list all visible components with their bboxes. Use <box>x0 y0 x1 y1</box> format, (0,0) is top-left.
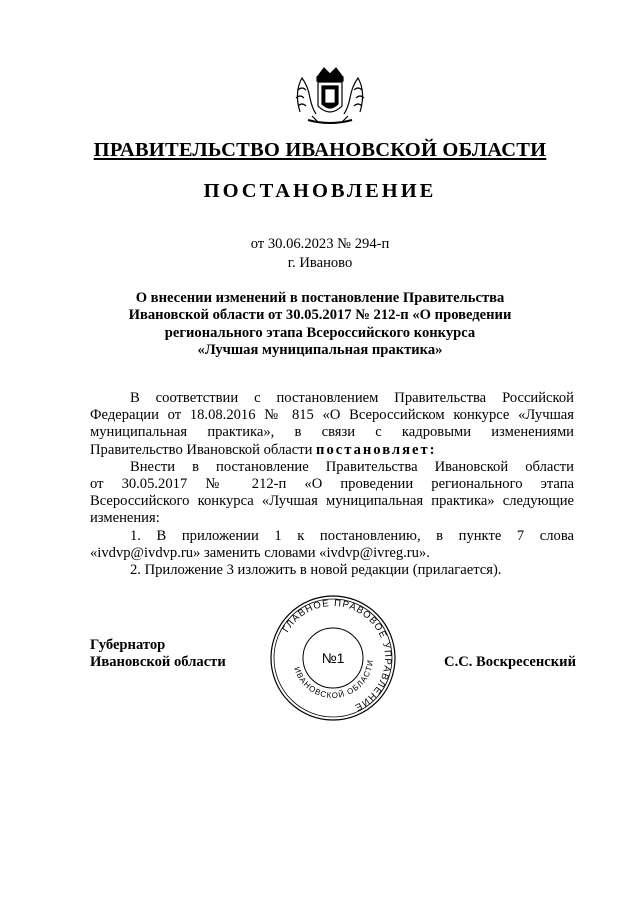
document-type-title: ПОСТАНОВЛЕНИЕ <box>203 180 437 202</box>
document-date-number: от 30.06.2023 № 294-п <box>250 236 390 252</box>
signatory-title-line: Ивановской области <box>90 654 226 671</box>
body-line: В соответствии с постановлением Правительства Российской <box>130 390 574 406</box>
body-line: Внести в постановление Правительства Ивановской области <box>130 458 574 475</box>
document-body <box>90 390 574 579</box>
signatory-name: С.С. Воскресенский <box>444 654 576 670</box>
government-title: ПРАВИТЕЛЬСТВО ИВАНОВСКОЙ ОБЛАСТИ <box>93 139 547 161</box>
stamp-outer-text: ГЛАВНОЕ ПРАВОВОЕ УПРАВЛЕНИЕ <box>280 597 394 714</box>
body-line: «ivdvp@ivdvp.ru» заменить словами «ivdvp@ivreg.ru». <box>90 544 430 561</box>
subject-line: О внесении изменений в постановление Правительства <box>135 290 505 306</box>
subject-line: «Лучшая муниципальная практика» <box>197 341 443 358</box>
body-line: изменения: <box>90 510 160 527</box>
stamp-number: №1 <box>321 650 345 666</box>
decree-word: постановляет: <box>316 441 437 458</box>
signatory-title <box>90 637 226 672</box>
document-subject <box>100 290 540 359</box>
stamp-inner-text: ИВАНОВСКОЙ ОБЛАСТИ <box>292 658 376 701</box>
body-line: Всероссийского конкурса «Лучшая муниципальная практика» следующие <box>90 493 574 510</box>
document-city: г. Иваново <box>287 255 353 271</box>
signatory-title-line: Губернатор <box>90 637 166 653</box>
body-line: Федерации от 18.08.2016 № 815 «О Всероссийском конкурсе «Лучшая <box>90 407 574 424</box>
body-line <box>90 442 574 459</box>
coat-of-arms-icon <box>288 62 372 128</box>
body-line: от 30.05.2017 № 212-п «О проведении регионального этапа <box>90 476 574 493</box>
body-text: Правительство Ивановской области <box>90 441 313 458</box>
official-stamp <box>269 594 397 722</box>
subject-line: регионального этапа Всероссийского конкурса <box>164 324 476 341</box>
body-line: 2. Приложение 3 изложить в новой редакции (прилагается). <box>130 562 502 579</box>
body-line: муниципальная практика», в связи с кадровыми изменениями <box>90 424 574 441</box>
body-line: 1. В приложении 1 к постановлению, в пункте 7 слова <box>130 527 574 544</box>
subject-line: Ивановской области от 30.05.2017 № 212-п «О проведении <box>128 307 512 324</box>
